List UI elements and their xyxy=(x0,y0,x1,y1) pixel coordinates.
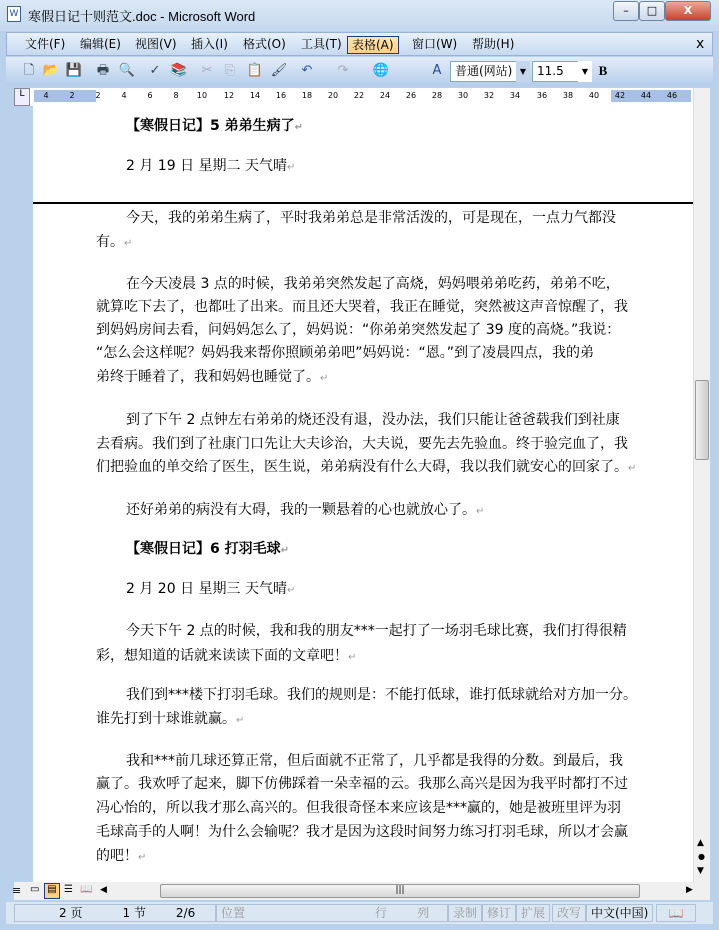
style-dropdown-icon[interactable]: ▼ xyxy=(516,61,530,82)
menu-window[interactable]: 窗口(W) xyxy=(412,37,458,51)
paragraph-line xyxy=(96,342,594,362)
paragraph-line xyxy=(126,207,616,227)
print-preview-icon[interactable]: 🔍 xyxy=(118,63,136,78)
paragraph-line xyxy=(96,821,628,841)
paragraph-line xyxy=(126,499,484,519)
paragraph-mark-icon: ↵ xyxy=(320,373,329,384)
line-text: 今天，我的弟弟生病了，平时我弟弟总是非常活泼的，可是现在，一点力气都没 xyxy=(126,210,616,226)
status-record[interactable]: 录制 xyxy=(448,904,482,922)
ruler-tick-label: 8 xyxy=(173,91,179,100)
ruler-tick-label: 4 xyxy=(43,91,49,100)
ruler-tick-label: 28 xyxy=(431,91,443,100)
paragraph-mark-icon: ↵ xyxy=(628,463,637,474)
ruler-tick-label: 34 xyxy=(509,91,521,100)
word-doc-icon: W xyxy=(7,6,21,22)
paragraph-mark-icon: ↵ xyxy=(286,162,296,173)
menu-close-icon[interactable]: x xyxy=(696,36,705,52)
paragraph-line xyxy=(126,620,627,640)
ruler-tick-label: 20 xyxy=(327,91,339,100)
paragraph-line xyxy=(126,578,295,598)
line-text: 到妈妈房间去看，问妈妈怎么了，妈妈说：“你弟弟突然发起了 39 度的高烧。”我说： xyxy=(96,322,621,338)
paragraph-mark-icon: ↵ xyxy=(476,506,485,517)
minimize-button[interactable]: – xyxy=(613,1,639,21)
ruler-tick-label: 10 xyxy=(196,91,208,100)
line-text: 【寒假日记】6 打羽毛球 xyxy=(126,541,281,557)
line-text: 还好弟弟的病没有大碍，我的一颗悬着的心也就放心了。 xyxy=(126,502,476,518)
paragraph-mark-icon: ↵ xyxy=(294,122,304,133)
line-text: 就算吃下去了，也都吐了出来。而且还大哭着，我正在睡觉，突然被这声音惊醒了，我 xyxy=(96,299,628,315)
paragraph-line xyxy=(96,319,620,339)
format-painter-icon[interactable]: 🖌 xyxy=(270,63,288,78)
line-text: 有。 xyxy=(96,234,124,250)
line-text: 毛球高手的人啊！为什么会输呢？我才是因为这段时间努力练习打羽毛球，所以才会赢 xyxy=(96,824,628,840)
line-text: 2 月 20 日 星期三 天气晴 xyxy=(126,581,287,597)
menu-edit[interactable]: 编辑(E) xyxy=(80,37,121,51)
document-page[interactable] xyxy=(14,106,693,882)
paragraph-line xyxy=(126,684,637,704)
horizontal-scrollbar[interactable] xyxy=(14,882,710,900)
ruler-tick-label: 2 xyxy=(95,91,101,100)
line-text: 谁先打到十球谁就赢。 xyxy=(96,711,236,727)
menu-insert[interactable]: 插入(I) xyxy=(191,37,228,51)
maximize-button[interactable]: □ xyxy=(639,1,665,21)
line-text: 2 月 19 日 星期二 天气晴 xyxy=(126,158,287,174)
scroll-left-icon[interactable]: ◀ xyxy=(100,885,107,895)
hyperlink-icon[interactable]: 🌐 xyxy=(372,63,390,78)
status-overtype[interactable]: 改写 xyxy=(552,904,586,922)
paragraph-mark-icon: ↵ xyxy=(236,715,245,726)
line-text: 【寒假日记】5 弟弟生病了 xyxy=(126,118,295,134)
print-layout-view-icon[interactable]: ▤ xyxy=(44,883,60,899)
line-text: 们把验血的单交给了医生，医生说，弟弟病没有什么大碍，我以我们就安心的回家了。 xyxy=(96,459,628,475)
line-text: 的吧！ xyxy=(96,848,138,864)
paragraph-line xyxy=(96,708,244,728)
horizontal-scroll-thumb[interactable]: ||| xyxy=(160,884,640,898)
vertical-scrollbar[interactable] xyxy=(693,88,710,882)
paragraph-mark-icon: ↵ xyxy=(280,545,290,556)
paragraph-line xyxy=(96,231,132,251)
title-bar xyxy=(0,0,719,31)
undo-icon[interactable]: ↶ xyxy=(301,63,313,78)
status-language: 中文(中国) xyxy=(586,904,653,922)
paragraph-line xyxy=(96,456,636,476)
ruler-tick-label: 38 xyxy=(562,91,574,100)
horizontal-ruler[interactable] xyxy=(14,88,693,106)
menu-view[interactable]: 视图(V) xyxy=(135,37,177,51)
paragraph-mark-icon: ↵ xyxy=(348,652,357,663)
menu-format[interactable]: 格式(O) xyxy=(243,37,286,51)
ruler-tick-label: 16 xyxy=(275,91,287,100)
ruler-tick-label: 44 xyxy=(640,91,652,100)
style-select[interactable]: 普通(网站) xyxy=(450,61,530,82)
menu-help[interactable]: 帮助(H) xyxy=(472,37,515,51)
spelling-status-icon[interactable]: 📖 xyxy=(656,904,696,922)
spelling-icon[interactable]: ✓ xyxy=(149,63,161,78)
research-icon[interactable]: 📚 xyxy=(170,63,188,78)
line-text: 弟终于睡着了，我和妈妈也睡觉了。 xyxy=(96,369,320,385)
font-size-select[interactable]: 11.5 xyxy=(532,61,592,82)
open-icon[interactable]: 📂 xyxy=(42,63,60,78)
heading-line xyxy=(126,115,303,135)
cut-icon[interactable]: ✂ xyxy=(201,63,213,78)
web-view-icon[interactable]: ▭ xyxy=(30,884,40,895)
ruler-tick-label: 30 xyxy=(457,91,469,100)
bold-button[interactable]: B xyxy=(598,63,608,78)
ruler-tick-label: 2 xyxy=(69,91,75,100)
ruler-tick-label: 6 xyxy=(147,91,153,100)
menu-tools[interactable]: 工具(T) xyxy=(301,37,342,51)
paragraph-mark-icon: ↵ xyxy=(286,585,296,596)
ruler-tick-label: 14 xyxy=(249,91,261,100)
size-dropdown-icon[interactable]: ▼ xyxy=(578,61,592,82)
line-text: 我们到***楼下打羽毛球。我们的规则是：不能打低球，谁打低球就给对方加一分。 xyxy=(126,687,637,703)
paragraph-line xyxy=(96,366,328,386)
status-extend[interactable]: 扩展 xyxy=(516,904,550,922)
line-text: 今天下午 2 点的时候，我和我的朋友***一起打了一场羽毛球比赛，我们打得很精 xyxy=(126,623,627,639)
ruler-tick-label: 12 xyxy=(223,91,235,100)
menu-bar xyxy=(6,32,713,56)
line-text: 去看病。我们到了社康门口先让大夫诊治，大夫说，要先去先验血。终于验完血了，我 xyxy=(96,436,628,452)
paragraph-line xyxy=(126,409,620,429)
vertical-scroll-thumb[interactable] xyxy=(695,380,709,460)
status-position: 位置 行 列 xyxy=(216,904,448,922)
ruler-tick-label: 18 xyxy=(301,91,313,100)
paragraph-line xyxy=(96,773,628,793)
status-track[interactable]: 修订 xyxy=(482,904,516,922)
ruler-tick-label: 36 xyxy=(536,91,548,100)
paragraph-line xyxy=(96,296,628,316)
paragraph-line xyxy=(96,645,356,665)
prev-page-icon[interactable]: ▲ xyxy=(697,838,704,848)
ruler-tick-label: 26 xyxy=(405,91,417,100)
outline-view-icon[interactable]: ☰ xyxy=(64,884,73,895)
window-title: 寒假日记十则范文.doc - Microsoft Word xyxy=(28,9,256,24)
new-icon[interactable]: 🗋 xyxy=(23,63,35,78)
tab-selector[interactable]: L xyxy=(14,88,30,106)
close-button[interactable]: X xyxy=(665,1,711,21)
line-text: 冯心怡的，所以我才那么高兴的。但我很奇怪本来应该是***赢的，她是被班里评为羽 xyxy=(96,800,621,816)
line-text: 到了下午 2 点钟左右弟弟的烧还没有退，没办法，我们只能让爸爸载我们到社康 xyxy=(126,412,620,428)
line-text: 我和***前几球还算正常，但后面就不正常了，几乎都是我得的分数。到最后，我 xyxy=(126,753,623,769)
redo-icon[interactable]: ↷ xyxy=(337,63,349,78)
toolbar xyxy=(6,57,713,86)
scroll-right-icon[interactable]: ▶ xyxy=(686,885,693,895)
ruler-tick-label: 42 xyxy=(614,91,626,100)
ruler-tick-label: 22 xyxy=(353,91,365,100)
paragraph-line xyxy=(96,433,628,453)
ruler-tick-label: 24 xyxy=(379,91,391,100)
menu-table[interactable]: 表格(A) xyxy=(347,36,399,54)
line-text: 在今天凌晨 3 点的时候，我弟弟突然发起了高烧，妈妈喂弟弟吃药，弟弟不吃， xyxy=(126,276,620,292)
next-page-icon[interactable]: ▼ xyxy=(697,866,704,876)
copy-icon[interactable]: ⎘ xyxy=(224,63,236,78)
line-text: “怎么会这样呢？妈妈我来帮你照顾弟弟吧”妈妈说：“恩。”到了凌晨四点，我的弟 xyxy=(96,345,595,361)
paste-icon[interactable]: 📋 xyxy=(246,63,264,78)
reading-view-icon[interactable]: 📖 xyxy=(80,884,93,895)
paragraph-mark-icon: ↵ xyxy=(124,238,133,249)
save-icon[interactable]: 💾 xyxy=(65,63,83,78)
ruler-tick-label: 32 xyxy=(483,91,495,100)
browse-object-icon[interactable]: ● xyxy=(698,852,705,861)
paragraph-line xyxy=(96,845,146,865)
menu-file[interactable]: 文件(F) xyxy=(25,37,66,51)
ruler-tick-label: 4 xyxy=(121,91,127,100)
paragraph-line xyxy=(126,155,295,175)
line-text: 赢了。我欢呼了起来，脚下仿佛踩着一朵幸福的云。我那么高兴是因为我平时都打不过 xyxy=(96,776,628,792)
paragraph-line xyxy=(96,797,621,817)
print-icon[interactable]: 🖶 xyxy=(96,63,110,78)
heading-line xyxy=(126,538,289,558)
status-page: 2 页 1 节 2/6 xyxy=(14,904,216,922)
styles-icon[interactable]: A xyxy=(432,63,442,78)
status-bar xyxy=(6,902,713,924)
ruler-tick-label: 40 xyxy=(588,91,600,100)
paragraph-line xyxy=(126,750,623,770)
normal-view-icon[interactable]: ≡ xyxy=(12,884,22,897)
ruler-tick-label: 46 xyxy=(666,91,678,100)
paragraph-line xyxy=(126,273,620,293)
paragraph-mark-icon: ↵ xyxy=(138,852,147,863)
line-text: 彩，想知道的话就来读读下面的文章吧！ xyxy=(96,648,348,664)
page-break-line xyxy=(33,202,693,204)
